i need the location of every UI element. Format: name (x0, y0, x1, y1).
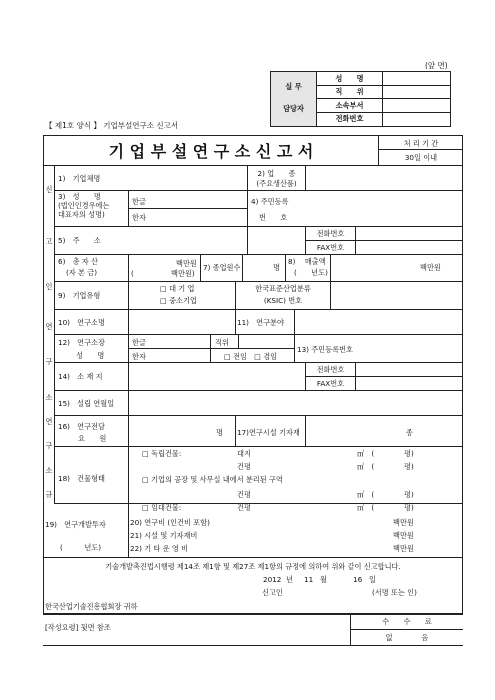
other-cost-unit: 백만원 (393, 544, 414, 553)
side-applicant-2: 고 (45, 237, 53, 246)
side-lab-1: 연 (45, 322, 53, 331)
facility-cost-unit: 백만원 (393, 531, 414, 540)
sqm-unit-2: ㎡ ( (357, 462, 375, 471)
side-lab-2: 구 (45, 357, 53, 366)
address-phone-label: 전화번호 (316, 229, 345, 238)
rep-name-hangul-label: 한글 (132, 197, 146, 206)
building-standalone-option[interactable]: □ 독립건물: (142, 449, 182, 458)
field-company-name-label: 1) 기업체명 (58, 174, 101, 183)
date-day-unit: 일 (369, 575, 376, 584)
location-input[interactable] (129, 363, 304, 389)
resident-no-input[interactable] (306, 191, 462, 225)
field-rep-name-sub1: (법인인경우에는 (58, 201, 110, 210)
company-type-large-option[interactable]: □ 대 기 업 (160, 284, 195, 293)
date-day: 16 (353, 575, 363, 584)
building-rented-option[interactable]: □ 임대건물: (142, 503, 182, 512)
field-other-cost-label: 22) 기 타 운 영 비 (130, 544, 189, 553)
field-sales-year: ( 년도) (294, 268, 328, 277)
field-location-label: 14) 소 재 지 (58, 372, 103, 381)
field-company-type-label: 9) 기업유형 (58, 291, 101, 300)
address-input[interactable] (129, 227, 246, 253)
field-equipment-label: 17)연구시설 기자재 (237, 428, 300, 437)
field-capital-label: (자 본 금) (66, 268, 98, 277)
rep-name-hanja-label: 한자 (132, 213, 146, 222)
field-lab-director-label: 12) 연구소장 (58, 338, 105, 347)
field-rep-name-label: 3) 성 명 (58, 192, 101, 201)
company-industry-input[interactable] (306, 166, 462, 189)
statement-text: 기술개발촉진법시행령 제14조 제1항 및 제27조 제1항의 규정에 의하여 위와 같이 신고합니다. (105, 562, 401, 571)
staff-row-name: 성 명 (335, 74, 364, 83)
processing-period-value: 30일 이내 (404, 153, 438, 162)
floor-label-1: 건평 (237, 462, 251, 471)
pyeong-unit-1: 평) (404, 449, 414, 458)
staff-row-position: 직 위 (335, 87, 364, 96)
side-lab2-4: 규 (45, 490, 53, 499)
research-area-input[interactable] (295, 310, 462, 333)
field-rnd-investment-year: ( 년도) (60, 543, 102, 552)
sqm-unit-1: ㎡ ( (357, 449, 375, 458)
location-fax-label: FAX번호 (316, 379, 345, 388)
date-month-unit: 월 (320, 575, 327, 584)
form-title: 기 업 부 설 연 구 소 신 고 서 (108, 142, 314, 161)
date-year-unit: 년 (286, 575, 293, 584)
fee-label: 수 수 료 (382, 617, 432, 626)
research-cost-unit: 백만원 (393, 518, 414, 527)
processing-period-label: 처 리 기 간 (403, 139, 439, 148)
rep-name-hangul-input[interactable] (152, 192, 246, 207)
rep-name-hanja-input[interactable] (152, 209, 246, 225)
field-lab-name-label: 10) 연구소명 (58, 318, 105, 327)
staff-side-bottom: 담당자 (283, 104, 304, 113)
capital-paren: ( (131, 269, 134, 278)
director-hangul-label: 한글 (132, 338, 146, 347)
side-applicant-3: 인 (45, 282, 53, 291)
ksic-label: 한국표준산업분류 (255, 284, 311, 293)
field-researchers-label: 16) 연구전담 (58, 422, 105, 431)
field-resident-no-label: 4) 주민등록 (251, 197, 289, 206)
reporter-label: 신고인 (262, 588, 283, 597)
side-lab-3: 소 (45, 393, 53, 402)
pyeong-unit-3: 평) (404, 490, 414, 499)
staff-side-top: 실 무 (285, 82, 302, 91)
land-label-1: 대지 (237, 449, 251, 458)
floor-label-2: 건평 (237, 490, 251, 499)
researchers-unit: 명 (216, 428, 223, 437)
founding-date-input[interactable] (129, 391, 462, 414)
director-hanja-label: 한자 (132, 352, 146, 361)
page-side-label: (앞 면) (425, 61, 448, 70)
side-applicant-1: 신 (45, 185, 53, 194)
employees-unit: 명 (273, 263, 280, 272)
form-code: 【 제1호 양식 】 기업부설연구소 신고서 (45, 121, 179, 130)
capital-unit: 백만원) (171, 269, 195, 278)
field-research-area-label: 11) 연구분야 (237, 318, 284, 327)
field-rep-name-sub2: 대표자의 성명) (58, 210, 105, 219)
date-month: 11 (304, 575, 314, 584)
sales-unit: 백만원 (420, 263, 441, 272)
sqm-unit-3: ㎡ ( (357, 490, 375, 499)
field-industry-sub: (주요생산품) (256, 179, 297, 188)
field-lab-director-sub: 성 명 (76, 351, 105, 360)
field-research-cost-label: 20) 연구비 (인건비 포함) (130, 518, 210, 527)
building-separated-option[interactable]: □ 기업의 공장 및 사무실 내에서 분리된 구역 (142, 475, 283, 484)
staff-row-phone: 전화번호 (335, 114, 364, 123)
field-rnd-investment-label: 19) 연구개발투자 (45, 520, 106, 529)
field-facility-cost-label: 21) 시설 및 기자재비 (130, 531, 198, 540)
location-phone-label: 전화번호 (316, 365, 345, 374)
address-fax-label: FAX번호 (316, 243, 345, 252)
field-researchers-sub: 요 원 (78, 434, 107, 443)
side-lab2-3: 소 (45, 466, 53, 475)
company-type-sme-option[interactable]: □ 중소기업 (160, 296, 197, 305)
pyeong-unit-2: 평) (404, 462, 414, 471)
fee-value: 없 음 (385, 633, 429, 642)
field-assets-label: 6) 총 자 산 (58, 257, 98, 266)
staff-row-department: 소속부서 (335, 101, 364, 110)
floor-label-3: 건평 (237, 503, 251, 512)
side-lab2-1: 연 (45, 417, 53, 426)
recipient-text: 한국산업기술진흥협회장 귀하 (45, 602, 138, 611)
field-building-type-label: 18) 건물형태 (58, 474, 105, 483)
signature-label: (서명 또는 인) (372, 588, 417, 597)
pyeong-unit-4: 평) (404, 503, 414, 512)
ksic-sub: (KSIC) 번호 (263, 296, 303, 305)
lab-name-input[interactable] (129, 310, 234, 333)
field-industry-label: 2) 업 종 (257, 169, 296, 178)
date-year: 2012 (263, 575, 282, 584)
assets-unit: 백만원 (176, 259, 197, 268)
side-lab2-2: 구 (45, 441, 53, 450)
field-director-resident-no-label: 13) 주민등록번호 (297, 345, 353, 354)
guide-text: [작성요령] 뒷면 참조 (45, 623, 111, 632)
director-position-label: 직위 (215, 338, 229, 347)
sqm-unit-4: ㎡ ( (357, 503, 375, 512)
director-role-options[interactable]: □ 전임 □ 겸임 (224, 352, 278, 361)
field-employees-label: 7) 종업원수 (203, 263, 241, 272)
equipment-unit: 종 (406, 428, 413, 437)
field-resident-no-sub: 번 호 (259, 213, 288, 222)
field-founding-date-label: 15) 설립 연월일 (58, 399, 115, 408)
director-resident-no-input[interactable] (356, 335, 462, 361)
field-sales-label: 8) 매출액 (288, 257, 326, 266)
field-address-label: 5) 주 소 (58, 236, 101, 245)
